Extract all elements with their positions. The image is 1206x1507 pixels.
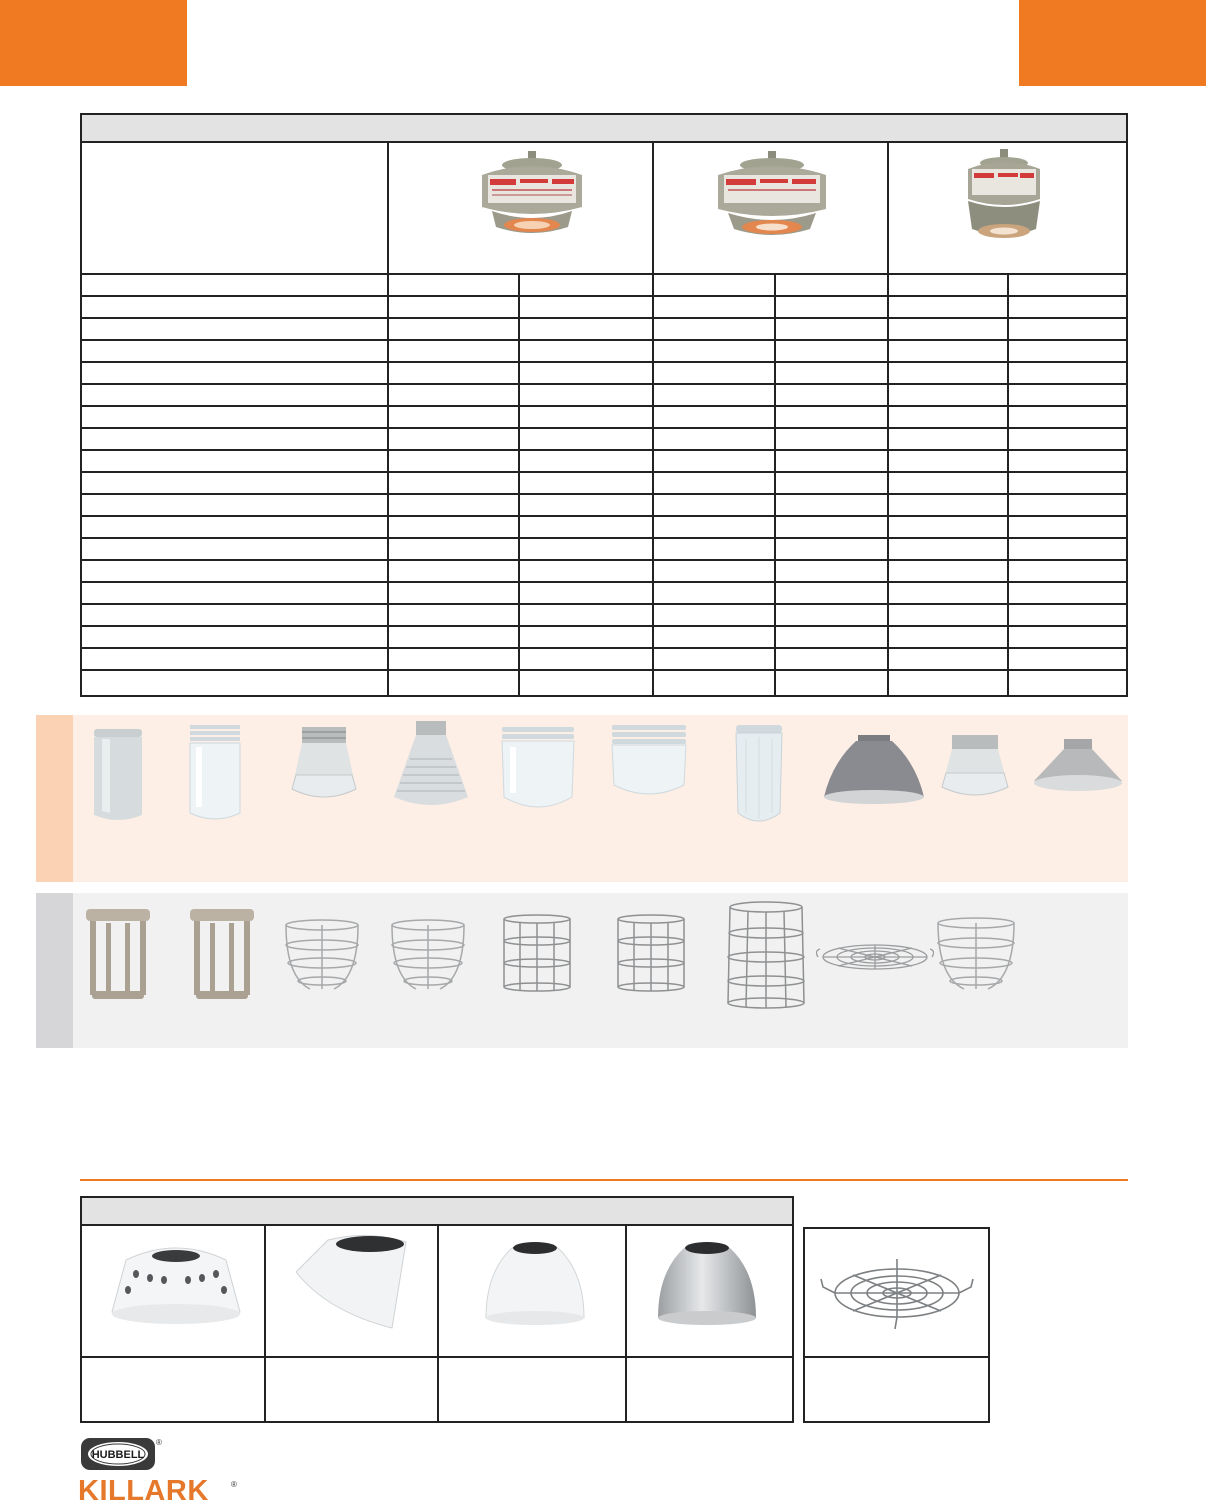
wire-cage-tall-image bbox=[724, 899, 808, 1011]
prismatic-short-globe-image bbox=[938, 733, 1012, 807]
table-row bbox=[82, 361, 1126, 363]
table-row bbox=[82, 537, 1126, 539]
table-row bbox=[82, 625, 1126, 627]
selection-table bbox=[80, 113, 1128, 697]
frosted-cylinder-globe-image bbox=[88, 725, 148, 825]
table-row bbox=[82, 493, 1126, 495]
prismatic-bell-globe-image bbox=[388, 719, 474, 813]
section-divider bbox=[80, 1179, 1128, 1181]
table-row bbox=[82, 427, 1126, 429]
flat-wire-grille-image bbox=[816, 937, 934, 975]
prismatic-tapered-globe-image bbox=[284, 725, 364, 811]
globes-band bbox=[36, 715, 1128, 882]
table-row bbox=[82, 449, 1126, 451]
header-accent-right bbox=[1019, 0, 1206, 86]
wire-cage-straight-alt-image bbox=[614, 913, 688, 997]
table-divider bbox=[887, 143, 889, 695]
cast-guard-alt-image bbox=[186, 905, 258, 1005]
wire-guard-round-short-image bbox=[934, 915, 1018, 999]
table-row bbox=[82, 1356, 792, 1358]
table-row bbox=[82, 669, 1126, 671]
guards-band bbox=[36, 893, 1128, 1048]
table-divider bbox=[264, 1226, 266, 1421]
table-divider bbox=[652, 143, 654, 695]
white-angle-reflector-image bbox=[288, 1232, 416, 1332]
table-divider bbox=[518, 275, 520, 695]
reflector-table bbox=[80, 1196, 794, 1423]
aluminum-dome-reflector-image bbox=[652, 1238, 762, 1328]
wire-guard-box bbox=[803, 1227, 990, 1423]
table-divider bbox=[774, 275, 776, 695]
table-divider bbox=[625, 1226, 627, 1421]
wire-guard-round-alt-image bbox=[388, 917, 468, 997]
selection-table-header bbox=[82, 115, 1126, 143]
registered-mark: ® bbox=[231, 1480, 237, 1489]
table-row bbox=[82, 581, 1126, 583]
globes-tab bbox=[36, 715, 73, 882]
table-divider bbox=[387, 143, 389, 695]
table-row bbox=[82, 339, 1126, 341]
table-divider bbox=[437, 1226, 439, 1421]
white-vented-reflector-image bbox=[106, 1240, 246, 1328]
table-row bbox=[805, 1356, 988, 1358]
table-row bbox=[82, 273, 1126, 275]
reflector-table-header bbox=[82, 1198, 792, 1226]
killark-logo bbox=[78, 1476, 209, 1506]
header-accent-left bbox=[0, 0, 187, 86]
wire-guard-grille-image bbox=[815, 1253, 979, 1337]
guards-tab bbox=[36, 893, 73, 1048]
cast-guard-image bbox=[82, 905, 154, 1005]
clear-tall-globe-image bbox=[732, 723, 786, 827]
table-row bbox=[82, 383, 1126, 385]
table-row bbox=[82, 647, 1126, 649]
table-row bbox=[82, 559, 1126, 561]
fixture-image-medium bbox=[710, 149, 834, 243]
angle-reflector-image bbox=[1030, 737, 1126, 795]
table-divider bbox=[1007, 275, 1009, 695]
hubbell-logo bbox=[80, 1437, 156, 1471]
killark-wordmark: KILLARK bbox=[78, 1475, 209, 1507]
table-row bbox=[82, 515, 1126, 517]
table-row bbox=[82, 471, 1126, 473]
fixture-image-large bbox=[472, 149, 592, 243]
clear-jar-globe-image bbox=[496, 725, 580, 817]
hubbell-logo-text: HUBBELL bbox=[91, 1449, 145, 1461]
registered-mark: ® bbox=[156, 1438, 162, 1447]
dome-reflector-image bbox=[820, 733, 928, 805]
fixture-image-tall bbox=[958, 147, 1050, 247]
wire-cage-straight-image bbox=[500, 913, 574, 997]
clear-wide-globe-image bbox=[606, 723, 692, 803]
table-row bbox=[82, 603, 1126, 605]
white-dome-reflector-image bbox=[480, 1238, 590, 1328]
table-row bbox=[82, 295, 1126, 297]
table-row bbox=[82, 317, 1126, 319]
table-row bbox=[82, 405, 1126, 407]
clear-cylinder-globe-image bbox=[184, 721, 246, 825]
wire-guard-round-image bbox=[282, 917, 362, 997]
